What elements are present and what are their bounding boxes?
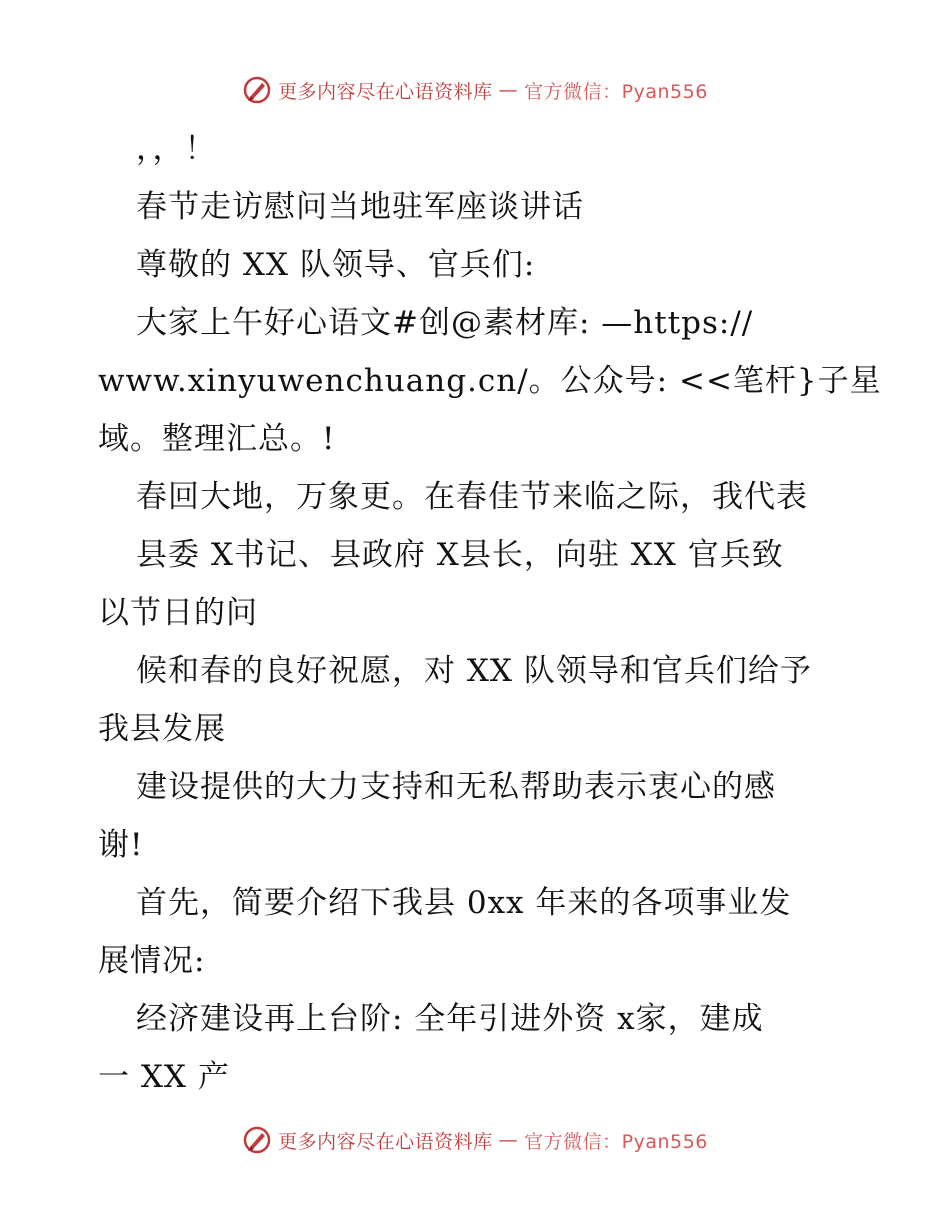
body-line: 县委 X书记、县政府 X县长，向驻 XX 官兵致	[136, 537, 784, 573]
header-wechat-text: 官方微信：Pyan556	[524, 80, 708, 103]
body-line: 经济建设再上台阶: 全年引进外资 x家，建成	[136, 1001, 764, 1037]
footer-site-text: 更多内容尽在心语资料库	[278, 1130, 493, 1153]
pen-circle-logo-icon	[242, 75, 272, 105]
pen-circle-logo-icon	[242, 1125, 272, 1155]
body-line: 春回大地，万象更。在春佳节来临之际，我代表	[136, 479, 808, 515]
header-dash: —	[498, 79, 519, 101]
body-line: ，，！	[136, 131, 217, 167]
body-line: 域。整理汇总。!	[98, 421, 336, 457]
footer-dash: —	[498, 1129, 519, 1151]
body-line: 以节日的问	[98, 595, 258, 631]
body-line: 首先，简要介绍下我县 0xx 年来的各项事业发	[136, 885, 792, 921]
body-line: 我县发展	[98, 711, 226, 747]
salutation: 尊敬的 XX 队领导、官兵们:	[136, 247, 536, 283]
body-line: 展情况:	[98, 943, 206, 979]
footer-wechat-text: 官方微信：Pyan556	[524, 1130, 708, 1153]
body-line: 一 XX 产	[98, 1059, 230, 1095]
document-title: 春节走访慰问当地驻军座谈讲话	[136, 189, 584, 225]
body-line: 谢!	[98, 827, 144, 863]
header-watermark-banner	[0, 70, 950, 110]
body-line: 大家上午好心语文#创@素材库: —https://	[136, 305, 754, 341]
body-line: www.xinyuwenchuang.cn/。公众号: <<笔杆}子星	[98, 363, 882, 399]
document-body	[98, 120, 882, 1106]
footer-watermark-banner	[0, 1120, 950, 1160]
body-line: 候和春的良好祝愿，对 XX 队领导和官兵们给予	[136, 653, 812, 689]
header-site-text: 更多内容尽在心语资料库	[278, 80, 493, 103]
body-line: 建设提供的大力支持和无私帮助表示衷心的感	[136, 769, 776, 805]
